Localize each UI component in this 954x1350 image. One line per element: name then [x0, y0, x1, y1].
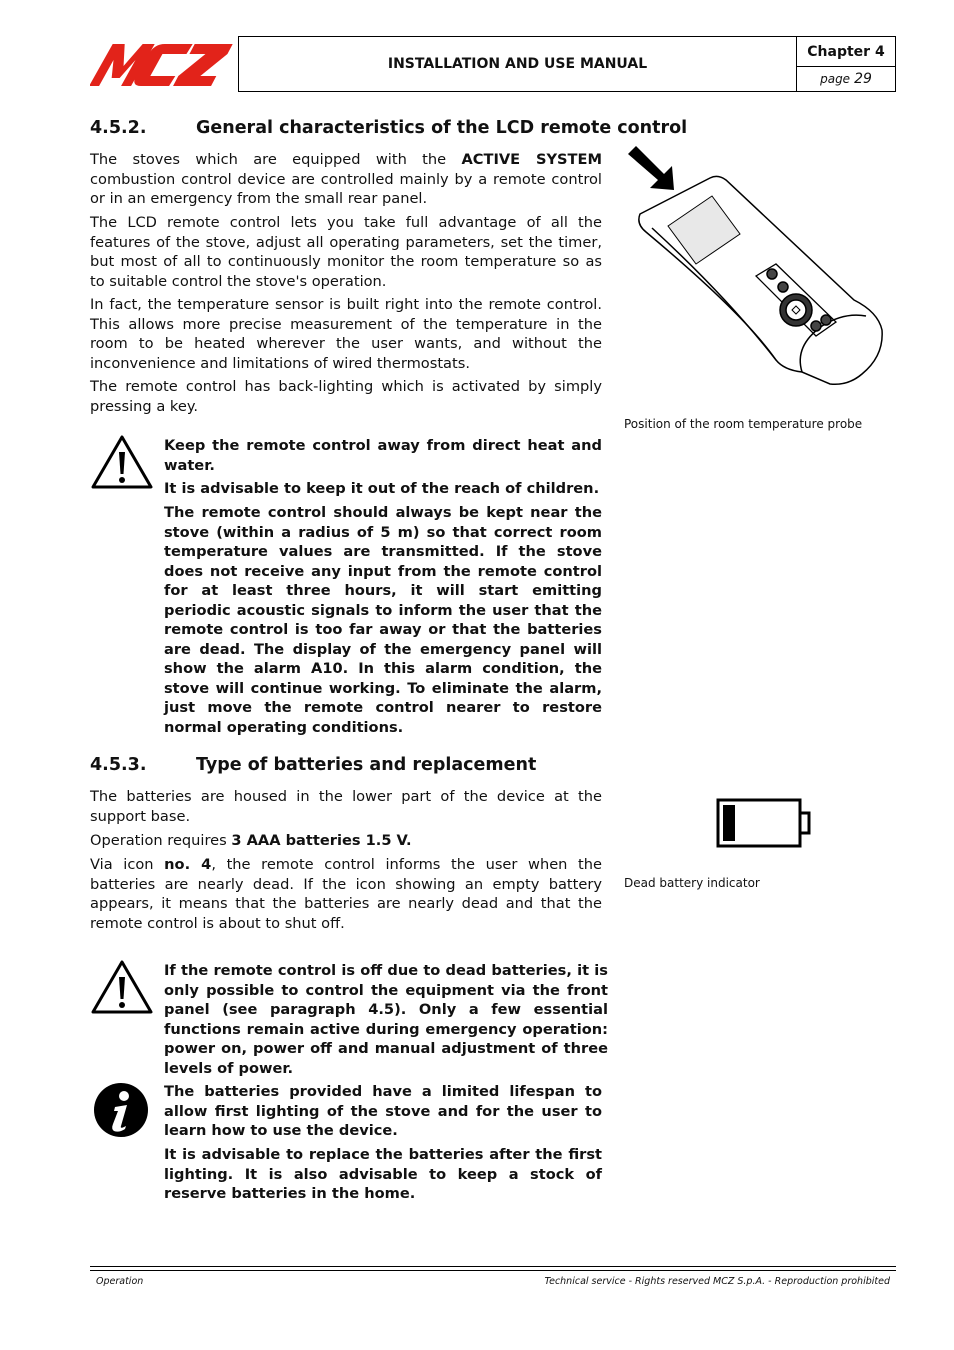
text: , the remote control informs the user when the batteries are nearly dead. If the icon showing an empty battery appears, it means that the batteries are nearly dead and that the remote control is about to shut off.: [90, 856, 602, 932]
paragraph: The remote control has back-lighting which is activated by simply pressing a key.: [90, 378, 602, 415]
remote-control-icon: [639, 176, 882, 384]
text: The stoves which are equipped with the: [90, 151, 462, 168]
section-title: General characteristics of the LCD remote control: [196, 118, 688, 138]
text: combustion control device are controlled mainly by a remote control or in an emergency from the small rear panel.: [90, 170, 602, 207]
warning-text: Keep the remote control away from direct heat and water.: [164, 437, 602, 474]
text-bold: 3 AAA batteries 1.5 V.: [231, 832, 412, 849]
paragraph: The LCD remote control lets you take full advantage of all the features of the stove, adjust all operating parameters, set the timer, but most of all to continuously monitor the room temperature so as to suitable control the stove's operation.: [90, 214, 602, 290]
header-box: [238, 36, 896, 92]
warning-text: The remote control should always be kept near the stove (within a radius of 5 m) so that correct room temperature values are transmitted. If the stove does not receive any input from the remote control for at least three hours, it will start emitting periodic acoustic signals to inform the user that the remote control is too far away or that the batteries are dead. The display of the emergency panel will show the alarm A10. In this alarm condition, the stove will continue working. To eliminate the alarm, just move the remote control nearer to restore normal operating conditions.: [164, 504, 602, 736]
text-bold: no. 4: [164, 856, 212, 873]
text-bold: ACTIVE SYSTEM: [461, 151, 602, 168]
page-number: 29: [854, 71, 872, 87]
arrow-icon: [628, 146, 674, 190]
section-heading-453: [90, 755, 536, 775]
mcz-logo-mark: [90, 40, 238, 88]
section-number: 4.5.2.: [90, 118, 147, 138]
warning-icon: [90, 434, 154, 490]
section-title: Type of batteries and replacement: [196, 755, 537, 775]
info-text: It is advisable to replace the batteries after the first lighting. It is also advisable to keep a stock of reserve batteries in the home.: [164, 1146, 602, 1202]
footer-divider: [90, 1270, 896, 1271]
remote-control-figure: [626, 146, 888, 392]
text: Via icon: [90, 856, 165, 873]
battery-empty-icon: [716, 798, 812, 848]
warning-text: It is advisable to keep it out of the reach of children.: [164, 480, 600, 497]
paragraph: [90, 150, 602, 209]
page-label: page: [820, 72, 851, 86]
info-text: The batteries provided have a limited lifespan to allow first lighting of the stove and for the user to learn how to use the device.: [164, 1083, 602, 1139]
figure-caption: Dead battery indicator: [624, 876, 760, 890]
footer-divider: [90, 1266, 896, 1267]
paragraph: In fact, the temperature sensor is built right into the remote control. This allows more precise measurement of the temperature in the room to be heated wherever the user wants, and without the inconvenience and limitations of wired thermostats.: [90, 296, 602, 372]
footer-copyright: Technical service - Rights reserved MCZ S.p.A. - Reproduction prohibited: [544, 1276, 890, 1287]
paragraph: The batteries are housed in the lower part of the device at the support base.: [90, 788, 602, 825]
section-heading-452: [90, 118, 687, 138]
warning-text: If the remote control is off due to dead batteries, it is only possible to control the equipment via the front panel (see paragraph 4.5). Only a few essential functions remain active during emergency operation: power on, power off and manual adjustment of three levels of power.: [164, 962, 608, 1077]
logo: [90, 40, 238, 88]
figure-caption: Position of the room temperature probe: [624, 417, 863, 431]
chapter-label: Chapter 4: [797, 37, 895, 67]
section-number: 4.5.3.: [90, 755, 147, 775]
info-icon: [93, 1082, 149, 1138]
footer-section-label: Operation: [96, 1276, 144, 1287]
warning-icon: [90, 959, 154, 1015]
paragraph: [90, 831, 602, 851]
paragraph: [90, 855, 602, 933]
text: Operation requires: [90, 832, 232, 849]
page-indicator: [797, 67, 895, 91]
manual-title: INSTALLATION AND USE MANUAL: [239, 37, 797, 91]
